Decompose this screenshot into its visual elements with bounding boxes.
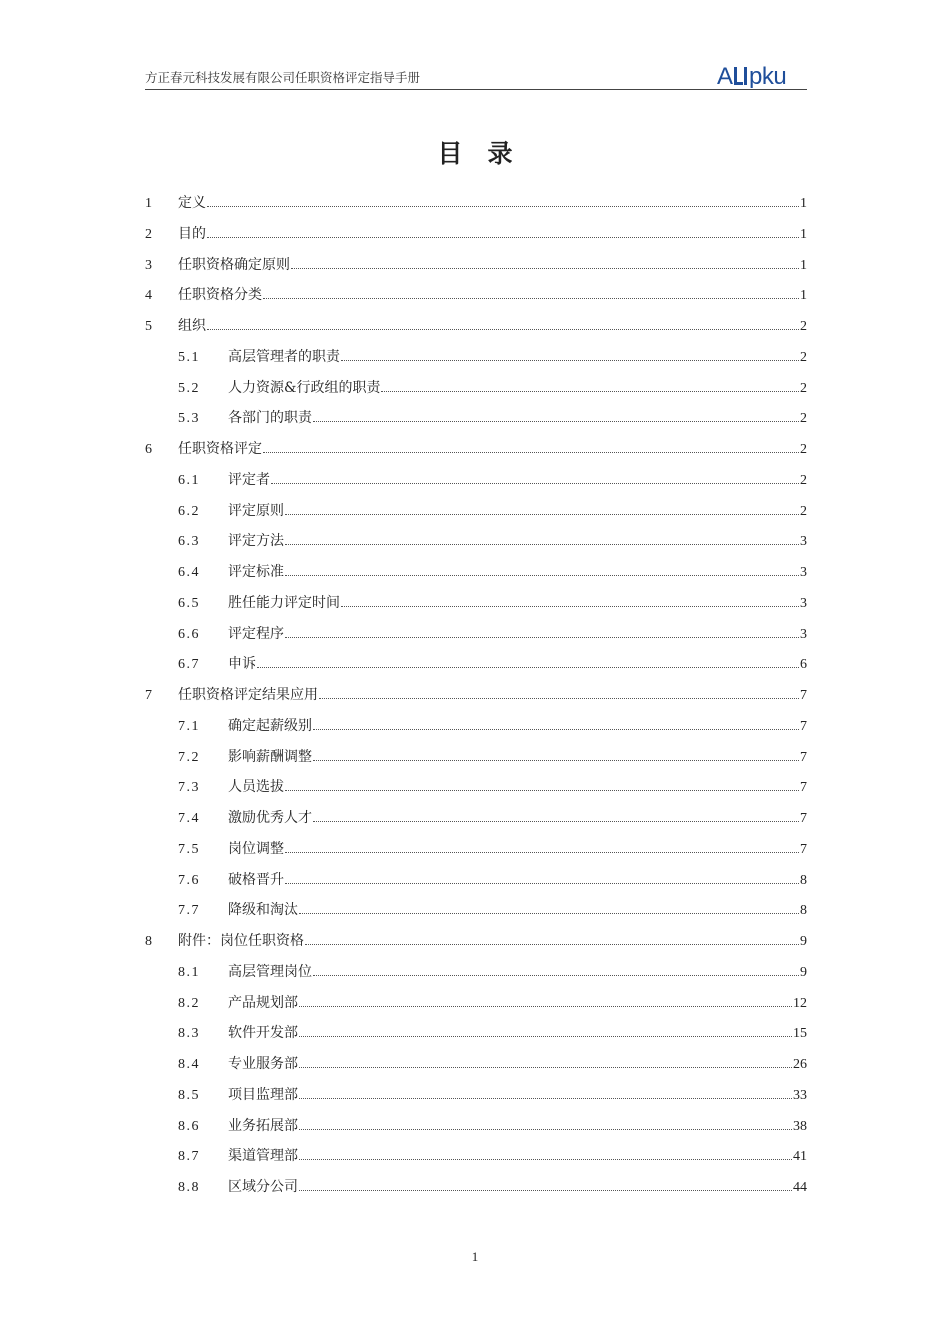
- dot-leader: [381, 390, 799, 392]
- svg-text:A: A: [717, 63, 733, 88]
- toc-entry-label: 影响薪酬调整: [228, 748, 312, 765]
- dot-leader: [299, 1189, 792, 1191]
- toc-entry[interactable]: [145, 1146, 807, 1166]
- toc-entry[interactable]: [145, 224, 807, 244]
- dot-leader: [207, 205, 799, 207]
- dot-leader: [299, 1128, 792, 1130]
- page-number: 1: [471, 1249, 479, 1264]
- toc-entry-page: 1: [800, 196, 807, 211]
- toc-entry-page: 7: [800, 841, 807, 857]
- toc-entry-number: 7.2: [178, 749, 200, 765]
- toc-entry-label: 目的: [178, 225, 206, 242]
- toc-entry-page: 2: [800, 319, 807, 334]
- dot-leader: [313, 820, 799, 822]
- toc-entry[interactable]: [145, 439, 807, 459]
- toc-entry[interactable]: [145, 1177, 807, 1197]
- toc-entry-page: 9: [800, 934, 807, 949]
- toc-entry-page: 8: [800, 872, 807, 888]
- toc-entry[interactable]: [145, 593, 807, 613]
- toc-entry-number: 6.4: [178, 565, 200, 580]
- toc-entry-label: 附件：岗位任职资格: [178, 933, 304, 949]
- dot-leader: [299, 1005, 792, 1007]
- toc-entry-number: 6: [145, 442, 152, 457]
- toc-entry[interactable]: [145, 193, 807, 213]
- dot-leader: [313, 759, 799, 761]
- toc-entry-page: 2: [800, 442, 807, 457]
- toc-entry[interactable]: [145, 1085, 807, 1105]
- toc-entry-number: 6.3: [178, 534, 200, 550]
- toc-entry-page: 1: [800, 257, 807, 273]
- toc-entry-label: 降级和淘汰: [228, 902, 298, 919]
- toc-entry[interactable]: [145, 255, 807, 275]
- toc-entry[interactable]: [145, 993, 807, 1013]
- toc-entry[interactable]: [145, 777, 807, 797]
- dot-leader: [285, 543, 799, 545]
- toc-entry-number: 8.6: [178, 1118, 200, 1134]
- dot-leader: [305, 943, 799, 945]
- toc-entry-number: 8.2: [178, 995, 200, 1011]
- toc-entry-page: 6: [800, 657, 807, 673]
- dot-leader: [299, 1158, 792, 1160]
- toc-entry-number: 7.5: [178, 841, 200, 857]
- toc-entry-number: 5.3: [178, 411, 200, 427]
- toc-entry[interactable]: [145, 716, 807, 736]
- toc-entry-number: 8.7: [178, 1149, 200, 1165]
- toc-entry[interactable]: [145, 470, 807, 490]
- dot-leader: [313, 420, 799, 422]
- toc-entry-label: 定义: [178, 195, 206, 211]
- toc-entry[interactable]: [145, 962, 807, 982]
- dot-leader: [263, 451, 799, 453]
- toc-entry-page: 15: [793, 1026, 807, 1042]
- toc-entry-page: 3: [800, 565, 807, 580]
- company-logo: [717, 62, 807, 88]
- toc-entry-number: 6.6: [178, 626, 200, 642]
- toc-entry-number: 7: [145, 688, 152, 703]
- toc-entry-number: 8.5: [178, 1087, 200, 1103]
- toc-entry-page: 9: [800, 964, 807, 980]
- toc-entry[interactable]: [145, 624, 807, 644]
- toc-entry[interactable]: [145, 747, 807, 767]
- toc-entry-page: 3: [800, 626, 807, 642]
- toc-entry-number: 8.1: [178, 964, 200, 980]
- toc-entry-number: 7.4: [178, 811, 200, 826]
- toc-entry-number: 6.1: [178, 472, 200, 488]
- toc-entry-label: 项目监理部: [228, 1086, 298, 1103]
- dot-leader: [341, 359, 799, 361]
- toc-entry-page: 7: [800, 780, 807, 796]
- toc-entry[interactable]: [145, 654, 807, 674]
- dot-leader: [285, 513, 799, 515]
- toc-entry[interactable]: [145, 839, 807, 859]
- toc-entry-page: 2: [800, 349, 807, 365]
- toc-entry-number: 7.7: [178, 903, 200, 919]
- toc-entry-page: 44: [793, 1180, 807, 1195]
- dot-leader: [319, 697, 799, 699]
- toc-entry-number: 5.1: [178, 349, 200, 365]
- toc-entry-page: 38: [793, 1118, 807, 1134]
- toc-entry[interactable]: [145, 870, 807, 890]
- toc-entry-label: 确定起薪级别: [228, 717, 312, 734]
- dot-leader: [257, 666, 799, 668]
- toc-entry-number: 2: [145, 226, 152, 242]
- toc-entry-page: 2: [800, 411, 807, 427]
- toc-entry-label: 软件开发部: [228, 1025, 298, 1042]
- dot-leader: [207, 328, 799, 330]
- toc-entry-page: 26: [793, 1057, 807, 1072]
- dot-leader: [285, 789, 799, 791]
- toc-entry-page: 3: [800, 595, 807, 611]
- toc-entry-label: 激励优秀人才: [228, 810, 312, 826]
- toc-entry-label: 胜任能力评定时间: [228, 594, 340, 611]
- toc-entry-page: 12: [793, 995, 807, 1011]
- toc-entry-page: 7: [800, 688, 807, 703]
- toc-entry-label: 各部门的职责: [228, 410, 312, 427]
- toc-entry[interactable]: [145, 316, 807, 336]
- toc-entry-number: 7.3: [178, 780, 200, 796]
- toc-entry-number: 6.7: [178, 657, 200, 673]
- page-header: [145, 62, 807, 90]
- toc-entry[interactable]: [145, 1023, 807, 1043]
- toc-entry-page: 33: [793, 1087, 807, 1103]
- toc-entry-label: 评定方法: [228, 533, 284, 550]
- toc-entry-label: 产品规划部: [228, 994, 298, 1011]
- toc-entry[interactable]: [145, 931, 807, 951]
- dot-leader: [299, 912, 799, 914]
- toc-entry-page: 1: [800, 226, 807, 242]
- toc-entry-label: 评定者: [228, 471, 270, 488]
- toc-entry-page: 7: [800, 718, 807, 734]
- toc-entry-label: 岗位调整: [228, 840, 284, 857]
- dot-leader: [341, 605, 799, 607]
- toc-entry-number: 1: [145, 196, 152, 211]
- toc-entry-label: 组织: [178, 318, 206, 334]
- dot-leader: [285, 882, 799, 884]
- toc-entry-number: 8.3: [178, 1026, 200, 1042]
- toc-entry-number: 6.5: [178, 595, 200, 611]
- toc-entry[interactable]: [145, 1054, 807, 1074]
- toc-entry-page: 2: [800, 380, 807, 396]
- dot-leader: [285, 851, 799, 853]
- toc-entry-number: 8.4: [178, 1057, 200, 1072]
- toc-entry-label: 高层管理岗位: [228, 963, 312, 980]
- toc-entry-label: 任职资格评定结果应用: [178, 687, 318, 703]
- toc-entry-number: 5.2: [178, 380, 200, 396]
- toc-entry-label: 破格晋升: [228, 871, 284, 888]
- toc-entry-page: 7: [800, 811, 807, 826]
- toc-entry-label: 任职资格确定原则: [178, 256, 290, 273]
- toc-entry-label: 业务拓展部: [228, 1117, 298, 1134]
- dot-leader: [313, 728, 799, 730]
- toc-entry[interactable]: [145, 900, 807, 920]
- toc-entry[interactable]: [145, 285, 807, 305]
- toc-entry[interactable]: [145, 685, 807, 705]
- header-title: 方正春元科技发展有限公司任职资格评定指导手册: [145, 70, 421, 85]
- dot-leader: [285, 636, 799, 638]
- dot-leader: [299, 1066, 792, 1068]
- svg-text:pku: pku: [749, 63, 787, 88]
- toc-entry-label: 高层管理者的职责: [228, 348, 340, 365]
- toc-entry-label: 专业服务部: [228, 1056, 298, 1072]
- toc-entry-page: 8: [800, 903, 807, 919]
- toc-entry[interactable]: [145, 378, 807, 398]
- dot-leader: [299, 1035, 792, 1037]
- toc-entry[interactable]: [145, 531, 807, 551]
- toc-entry[interactable]: [145, 562, 807, 582]
- toc-entry-label: 人力资源&行政组的职责: [228, 379, 381, 396]
- toc-entry-number: 4: [145, 288, 152, 304]
- toc-entry[interactable]: [145, 1116, 807, 1136]
- toc-entry-label: 评定程序: [228, 625, 284, 642]
- toc-entry-number: 6.2: [178, 503, 200, 519]
- toc-entry-label: 任职资格分类: [178, 287, 262, 304]
- toc-entry-page: 41: [793, 1149, 807, 1165]
- toc-entry-number: 5: [145, 319, 152, 334]
- dot-leader: [271, 482, 799, 484]
- toc-entry-label: 渠道管理部: [228, 1148, 298, 1165]
- toc-entry[interactable]: [145, 808, 807, 828]
- toc-entry-label: 任职资格评定: [178, 441, 262, 457]
- toc-entry-page: 1: [800, 288, 807, 304]
- toc-entry-number: 7.6: [178, 872, 200, 888]
- dot-leader: [299, 1097, 792, 1099]
- toc-entry-page: 2: [800, 503, 807, 519]
- toc-entry-label: 评定原则: [228, 502, 284, 519]
- toc-entry-number: 7.1: [178, 718, 200, 734]
- toc-entry-number: 8.8: [178, 1180, 200, 1195]
- toc-entry-label: 区域分公司: [228, 1179, 298, 1195]
- toc-entry-label: 评定标准: [228, 564, 284, 580]
- toc-entry-number: 3: [145, 257, 152, 273]
- dot-leader: [285, 574, 799, 576]
- toc-entry[interactable]: [145, 501, 807, 521]
- dot-leader: [207, 236, 799, 238]
- toc-entry[interactable]: [145, 347, 807, 367]
- toc-entry-page: 7: [800, 749, 807, 765]
- toc-entry-page: 2: [800, 472, 807, 488]
- toc-entry-label: 人员选拔: [228, 779, 284, 796]
- dot-leader: [313, 974, 799, 976]
- toc-entry-label: 申诉: [228, 656, 256, 673]
- dot-leader: [291, 267, 799, 269]
- dot-leader: [263, 297, 799, 299]
- toc-entry-page: 3: [800, 534, 807, 550]
- toc-entry[interactable]: [145, 408, 807, 428]
- toc-title: 目 录: [437, 139, 513, 168]
- toc-entry-number: 8: [145, 934, 152, 949]
